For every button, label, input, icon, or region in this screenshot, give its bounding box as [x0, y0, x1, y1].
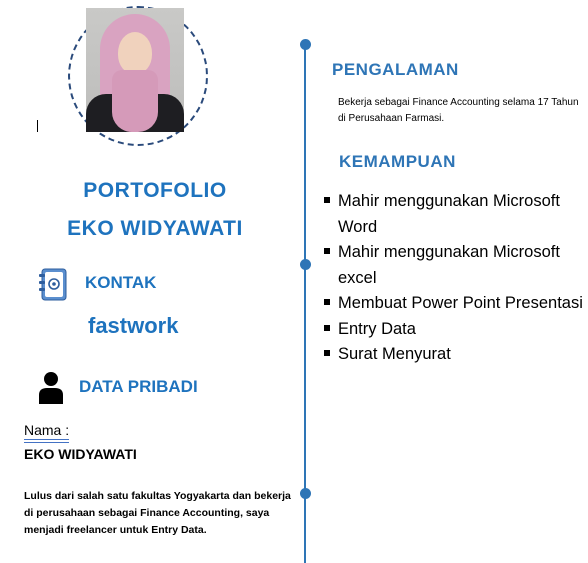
timeline-line: [304, 45, 306, 563]
experience-heading: PENGALAMAN: [332, 60, 459, 79]
portfolio-name: EKO WIDYAWATI: [67, 217, 243, 240]
portfolio-title: PORTOFOLIO: [83, 179, 227, 202]
name-value: EKO WIDYAWATI: [24, 446, 137, 462]
timeline-dot: [300, 259, 311, 270]
skill-item: Membuat Power Point Presentasi: [323, 291, 583, 317]
profile-photo: [86, 8, 184, 132]
text-cursor: [37, 120, 38, 132]
personal-data-heading: DATA PRIBADI: [79, 377, 198, 396]
name-label: Nama :: [24, 422, 70, 438]
skills-heading: KEMAMPUAN: [339, 152, 456, 171]
skills-list: [323, 189, 583, 368]
address-book-icon: [38, 268, 68, 301]
skill-item: Entry Data: [323, 317, 583, 343]
skill-item: Mahir menggunakan Microsoft excel: [323, 240, 583, 291]
fastwork-link[interactable]: fastwork: [88, 313, 179, 338]
timeline-dot: [300, 39, 311, 50]
skill-item: Mahir menggunakan Microsoft Word: [323, 189, 583, 240]
bio-text: Lulus dari salah satu fakultas Yogyakarta dan bekerja di perusahaan sebagai Finance Accounting, saya menjadi freelancer untuk Entry Data.: [24, 490, 291, 536]
timeline-dot: [300, 488, 311, 499]
person-icon: [38, 371, 64, 404]
contact-heading: KONTAK: [85, 273, 157, 292]
experience-text: Bekerja sebagai Finance Accounting selama 17 Tahun di Perusahaan Farmasi.: [338, 97, 579, 124]
skill-item: Surat Menyurat: [323, 342, 583, 368]
